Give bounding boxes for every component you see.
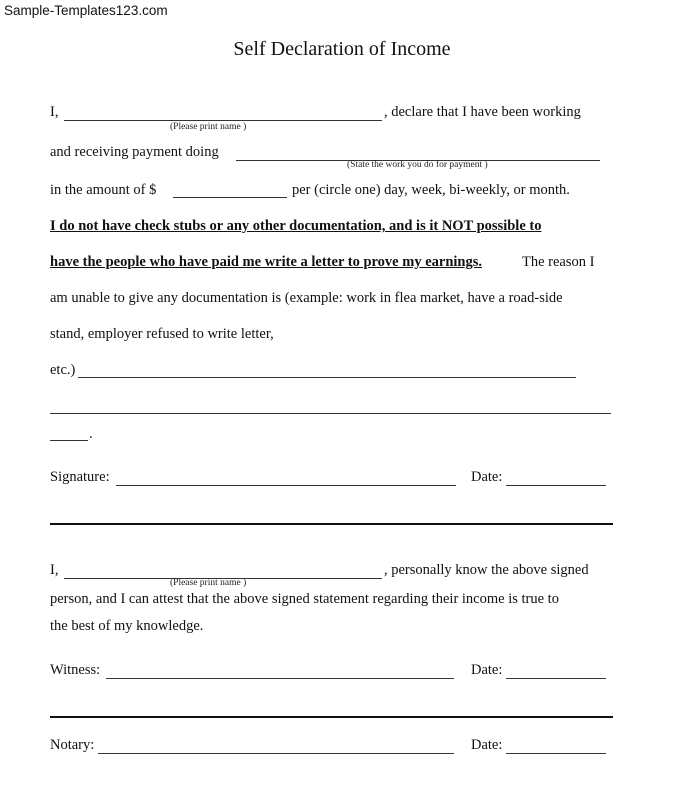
section-divider-2: [50, 716, 613, 718]
reason-field-1[interactable]: [78, 377, 576, 378]
reason-field-3[interactable]: [50, 440, 88, 441]
i-prefix: I,: [50, 104, 59, 120]
print-name-field[interactable]: [64, 120, 382, 121]
know-text: , personally know the above signed: [384, 562, 589, 578]
notary-field[interactable]: [98, 753, 454, 754]
etc-text: etc.): [50, 362, 76, 378]
signature-date-field[interactable]: [506, 485, 606, 486]
witness-date-label: Date:: [471, 662, 503, 678]
work-hint: (State the work you do for payment ): [347, 160, 488, 170]
notary-date-label: Date:: [471, 737, 503, 753]
per-text: per (circle one) day, week, bi-weekly, or month.: [292, 182, 570, 198]
print-name-hint: (Please print name ): [170, 122, 247, 132]
reason-line-2: am unable to give any documentation is (example: work in flea market, have a road-side: [50, 290, 563, 306]
signature-date-label: Date:: [471, 469, 503, 485]
signature-label: Signature:: [50, 469, 110, 485]
witness-date-field[interactable]: [506, 678, 606, 679]
reason-start: The reason I: [522, 254, 595, 270]
witness-field[interactable]: [106, 678, 454, 679]
bold-statement-line-1: I do not have check stubs or any other documentation, and is it NOT possible to: [50, 218, 542, 234]
attest-print-name-hint: (Please print name ): [170, 578, 247, 588]
attest-line-2: person, and I can attest that the above signed statement regarding their income is true to: [50, 591, 559, 607]
bold-statement-line-2: have the people who have paid me write a letter to prove my earnings.: [50, 254, 482, 270]
reason-line-3: stand, employer refused to write letter,: [50, 326, 274, 342]
amount-text: in the amount of $: [50, 182, 157, 198]
amount-field[interactable]: [173, 197, 287, 198]
declare-text: , declare that I have been working: [384, 104, 581, 120]
section-divider: [50, 523, 613, 525]
signature-field[interactable]: [116, 485, 456, 486]
notary-label: Notary:: [50, 737, 95, 753]
attest-line-3: the best of my knowledge.: [50, 618, 204, 634]
page-title: Self Declaration of Income: [233, 38, 451, 60]
notary-date-field[interactable]: [506, 753, 606, 754]
witness-label: Witness:: [50, 662, 101, 678]
receiving-text: and receiving payment doing: [50, 144, 219, 160]
watermark: Sample-Templates123.com: [4, 3, 168, 18]
reason-field-2[interactable]: [50, 413, 611, 414]
attest-i-prefix: I,: [50, 562, 59, 578]
end-dot: .: [89, 426, 93, 442]
